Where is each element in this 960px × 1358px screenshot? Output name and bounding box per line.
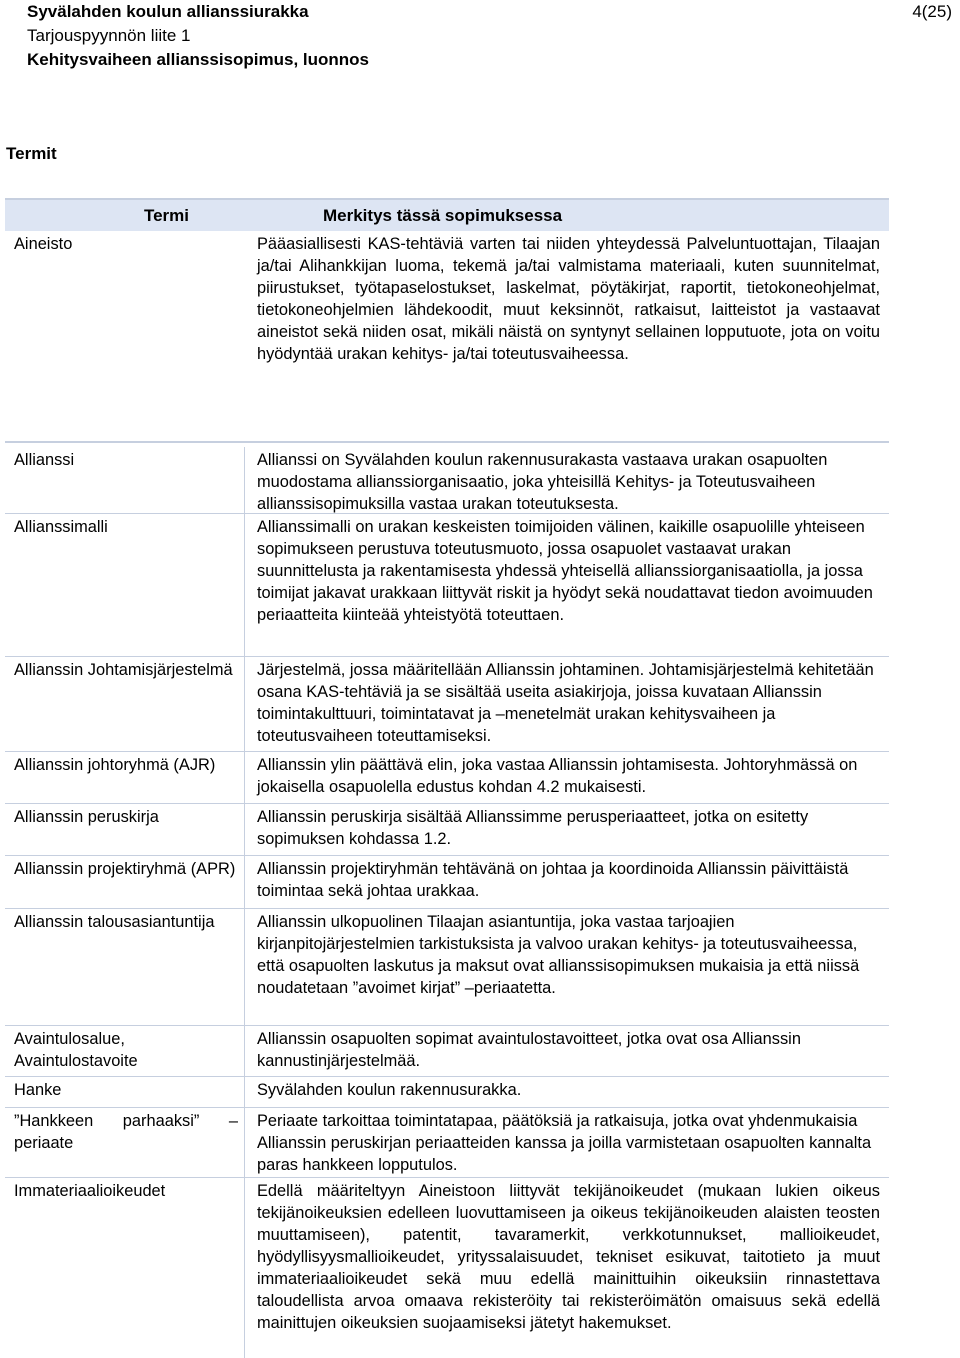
column-header-meaning: Merkitys tässä sopimuksessa [323,206,563,225]
table-row [5,441,889,514]
term-cell: Allianssin talousasiantuntija [5,909,245,1025]
page-header [27,0,947,72]
table-header [5,200,889,231]
table-row [5,1026,889,1077]
table-row [5,804,889,856]
definition-cell: Allianssimalli on urakan keskeisten toimijoiden välinen, kaikille osapuolille yhteiseen sopimukseen perustuva toteutusmuoto, jossa osapuolet vastaavat urakan suunnittelusta ja rakentamisesta yhdessä yhteisellä allianssiorganisaatiolla, ja jossa toimijat jakavat urakkaan liittyvät riskit ja hyödyt sekä noudattavat tiedon avoimuuden periaatteita kiinteää yhteistyötä toteuttaen. [257,518,873,624]
table-row [5,752,889,804]
definition-cell: Allianssin osapuolten sopimat avaintulostavoitteet, jotka ovat osa Allianssin kannustinjärjestelmää. [257,1030,801,1070]
definition-cell: Allianssin ulkopuolinen Tilaajan asiantuntija, joka vastaa tarjoajien kirjanpitojärjestelmien tarkistuksista ja valvoo urakan kehitys- ja toteutusvaiheessa, että osapuolten laskutus ja maksut ovat allianssisopimuksen mukaisia ja että niissä noudatetaan ”avoimet kirjat” –periaatetta. [257,913,860,997]
table-row [5,1108,889,1178]
definition-cell: Allianssin projektiryhmän tehtävänä on johtaa ja koordinoida Allianssin päivittäistä toimintaa sekä johtaa urakkaa. [257,860,849,900]
definition-cell: Allianssi on Syvälahden koulun rakennusurakasta vastaava urakan osapuolten muodostama allianssiorganisaatio, joka yhteisillä Kehitys- ja Toteutusvaiheen allianssisopimuksilla vastaa urakan toteutuksesta. [257,451,828,513]
term-cell: Allianssin peruskirja [5,804,245,855]
term-cell: Immateriaalioikeudet [5,1178,245,1358]
term-cell: Allianssi [5,447,245,513]
definition-cell: Syvälahden koulun rakennusurakka. [257,1081,522,1099]
definition-cell: Allianssin peruskirja sisältää Allianssimme perusperiaatteet, jotka on esitetty sopimuksen kohdassa 1.2. [257,808,809,848]
term-cell: ”Hankkeen parhaaksi” –periaate [5,1108,245,1177]
term-cell: Aineisto [14,235,73,253]
term-cell: Hanke [5,1077,245,1107]
table-row [5,909,889,1026]
table-row [5,856,889,909]
header-title: Syvälahden koulun allianssiurakka [27,2,309,21]
definition-cell: Pääasiallisesti KAS-tehtäviä varten tai niiden yhteydessä Palveluntuottajan, Tilaajan ja/tai Alihankkijan luoma, tekemä ja/tai valmistama materiaali, kuten suunnitelmat, piirustukset, työtapaselostukset, laskelmat, pöytäkirjat, raportit, tietokoneohjelmat, tietokoneohjelmien lähdekoodit, muut keksinnöt, ratkaisut, laitteistot ja vastaavat aineistot sekä niiden osat, mikäli näistä on syntynyt sellainen lopputuote, jota on voitu hyödyntää urakan kehitys- ja/tai toteutusvaiheessa. [257,235,880,363]
column-header-term: Termi [143,206,189,225]
table-row [5,514,889,657]
definition-cell: Järjestelmä, jossa määritellään Allianssin johtaminen. Johtamisjärjestelmä kehitetään osana KAS-tehtäviä ja se sisältää useita asiakirjoja, joissa kuvataan Allianssin toimintakulttuuri, toimintatavat ja –menetelmät urakan kehitysvaiheen ja toteutusvaiheen toteuttamiseksi. [257,661,874,745]
term-cell: Allianssin Johtamisjärjestelmä [5,657,245,751]
definition-cell: Allianssin ylin päättävä elin, joka vastaa Allianssin johtamisesta. Johtoryhmässä on jokaisella osapuolella edustus kohdan 4.2 mukaisesti. [257,756,858,796]
terms-table [5,198,889,1358]
term-cell: Allianssin johtoryhmä (AJR) [5,752,245,803]
term-cell: Allianssimalli [5,514,245,656]
section-title: Termit [6,144,57,163]
header-subtitle: Tarjouspyynnön liite 1 [27,26,191,45]
table-row [5,1178,889,1358]
definition-cell: Periaate tarkoittaa toimintatapaa, päätöksiä ja ratkaisuja, jotka ovat yhdenmukaisia Allianssin peruskirjan periaatteiden kanssa ja joilla varmistetaan osapuolten kannalta paras hankkeen lopputulos. [257,1112,872,1174]
term-cell: Avaintulosalue, Avaintulostavoite [5,1026,245,1076]
table-row [5,1077,889,1108]
table-row [5,657,889,752]
page-number: 4(25) [912,2,952,21]
definition-cell: Edellä määriteltyyn Aineistoon liittyvät tekijänoikeudet (mukaan lukien oikeus tekijänoikeuksien edelleen luovuttamiseen ja oikeus tekijänoikeuden alaisten teosten muuttamiseen), patentit, tavaramerkit, verkkotunnukset, mallioikeudet, hyödyllisyysmallioikeudet, yrityssalaisuudet, tekniset esikuvat, taitotieto ja muut immateriaalioikeudet sekä muu edellä mainittuihin oikeuksiin rinnastettava taloudellista arvoa omaava rekisteröity tai rekisteröimätön omaisuus sekä edellä mainittujen oikeuksien suojaamiseksi jätetyt hakemukset. [257,1182,880,1332]
term-cell: Allianssin projektiryhmä (APR) [5,856,245,908]
header-document-name: Kehitysvaiheen allianssisopimus, luonnos [27,50,369,69]
table-row [5,231,889,441]
